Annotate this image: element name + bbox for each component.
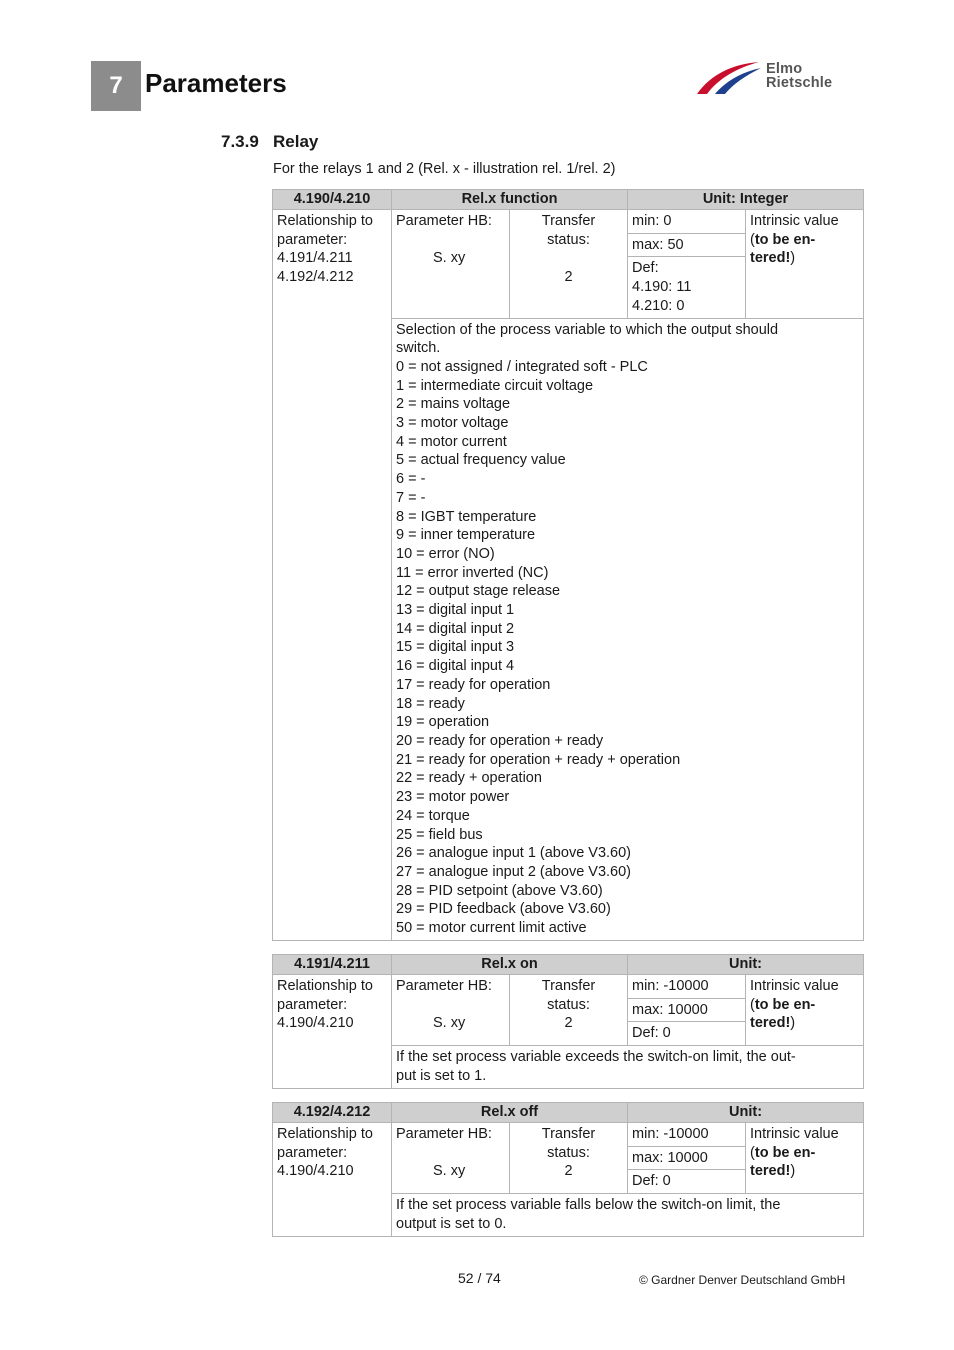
default-value-cell xyxy=(628,257,746,318)
description-line: switch. xyxy=(396,340,441,357)
description-line: 50 = motor current limit active xyxy=(396,920,587,937)
description-line: 29 = PID feedback (above V3.60) xyxy=(396,901,611,918)
description-cell xyxy=(392,1194,864,1236)
transfer-status-cell xyxy=(510,1123,628,1194)
description-line: 5 = actual frequency value xyxy=(396,452,566,469)
default-value-cell xyxy=(628,1022,746,1046)
section-intro: For the relays 1 and 2 (Rel. x - illustration rel. 1/rel. 2) xyxy=(273,161,616,177)
transfer-status-cell xyxy=(510,975,628,1046)
relationship-line: parameter: xyxy=(277,1144,348,1161)
description-line: 21 = ready for operation + ready + operation xyxy=(396,751,681,768)
parameter-hb-label: Parameter HB: xyxy=(396,213,492,229)
logo-line-1: Elmo xyxy=(766,61,803,77)
intrinsic-line xyxy=(750,1014,859,1033)
spacer xyxy=(396,231,505,250)
logo-line-2: Rietschle xyxy=(766,75,833,91)
intrinsic-line xyxy=(750,231,859,250)
default-value-line: 4.210: 0 xyxy=(632,297,685,314)
intrinsic-note: to be en- xyxy=(754,231,816,248)
parameter-hb-label: Parameter HB: xyxy=(396,1126,492,1142)
intrinsic-line xyxy=(750,249,859,268)
relationship-line: parameter: xyxy=(277,996,348,1013)
transfer-label: status: xyxy=(547,231,590,248)
parameter-hb-value: S. xy xyxy=(433,1015,466,1032)
description-line: If the set process variable exceeds the switch-on limit, the out- xyxy=(396,1049,796,1066)
description-line: Selection of the process variable to which the output should xyxy=(396,321,779,338)
description-line: 1 = intermediate circuit voltage xyxy=(396,377,594,394)
section-heading xyxy=(221,131,318,153)
description-line: put is set to 1. xyxy=(396,1067,487,1084)
description-line: output is set to 0. xyxy=(396,1215,507,1232)
parameter-hb-value: S. xy xyxy=(433,250,466,267)
chapter-number-badge: 7 xyxy=(91,61,141,111)
relationship-cell xyxy=(273,975,392,1089)
description-line: 25 = field bus xyxy=(396,826,483,843)
description-line: 3 = motor voltage xyxy=(396,415,509,432)
description-line: 23 = motor power xyxy=(396,789,510,806)
intrinsic-paren: ) xyxy=(790,1015,796,1032)
parameter-unit: Unit: Integer xyxy=(628,190,864,210)
description-line: 20 = ready for operation + ready xyxy=(396,732,604,749)
description-line: 12 = output stage release xyxy=(396,583,561,600)
transfer-label: Transfer xyxy=(541,1126,596,1142)
description-line: 16 = digital input 4 xyxy=(396,658,515,675)
description-line: 24 = torque xyxy=(396,807,470,824)
intrinsic-paren: ) xyxy=(790,250,796,267)
description-line: 27 = analogue input 2 (above V3.60) xyxy=(396,863,632,880)
relationship-line: 4.190/4.210 xyxy=(277,1163,354,1180)
copyright: © Gardner Denver Deutschland GmbH xyxy=(639,1273,846,1287)
relationship-cell xyxy=(273,1123,392,1237)
intrinsic-line xyxy=(750,996,859,1015)
logo-swoosh-icon xyxy=(693,60,765,100)
parameter-hb-cell xyxy=(392,1123,510,1194)
transfer-label: status: xyxy=(547,1144,590,1161)
intrinsic-value-cell xyxy=(746,1123,864,1194)
table-row xyxy=(273,975,864,999)
min-value-cell: min: -10000 xyxy=(628,975,746,999)
relationship-line: Relationship to xyxy=(277,1126,373,1142)
table-row xyxy=(273,1123,864,1147)
description-line: 11 = error inverted (NC) xyxy=(396,564,549,581)
description-line: 15 = digital input 3 xyxy=(396,639,515,656)
intrinsic-note: tered! xyxy=(750,250,791,267)
default-value-cell xyxy=(628,1170,746,1194)
intrinsic-label: Intrinsic value xyxy=(750,213,839,229)
section-number: 7.3.9 xyxy=(221,132,259,151)
description-line: 6 = - xyxy=(396,471,426,488)
transfer-label: Transfer xyxy=(541,978,596,994)
transfer-status-cell xyxy=(510,210,628,319)
table-row xyxy=(273,210,864,234)
page-number: 52 / 74 xyxy=(458,1270,501,1286)
transfer-value: 2 xyxy=(564,1015,573,1032)
company-logo xyxy=(693,60,863,100)
default-value-line: Def: 0 xyxy=(632,1173,671,1190)
relationship-line: parameter: xyxy=(277,231,348,248)
intrinsic-label: Intrinsic value xyxy=(750,1126,839,1142)
description-line: 18 = ready xyxy=(396,695,465,712)
intrinsic-note: to be en- xyxy=(754,996,816,1013)
intrinsic-paren: ) xyxy=(790,1163,796,1180)
description-line: 13 = digital input 1 xyxy=(396,602,515,619)
parameter-table xyxy=(272,1102,864,1237)
parameter-unit: Unit: xyxy=(628,955,864,975)
relationship-cell xyxy=(273,210,392,941)
parameter-unit: Unit: xyxy=(628,1103,864,1123)
transfer-label: status: xyxy=(547,996,590,1013)
relationship-line: Relationship to xyxy=(277,978,373,994)
relationship-line: 4.190/4.210 xyxy=(277,1015,354,1032)
default-value-line: 4.190: 11 xyxy=(632,279,692,296)
relationship-line: 4.191/4.211 xyxy=(277,250,353,267)
spacer xyxy=(396,1144,505,1163)
description-line: 19 = operation xyxy=(396,714,490,731)
parameter-hb-label: Parameter HB: xyxy=(396,978,492,994)
intrinsic-note: to be en- xyxy=(754,1144,816,1161)
description-line: 26 = analogue input 1 (above V3.60) xyxy=(396,845,632,862)
intrinsic-value-cell xyxy=(746,975,864,1046)
intrinsic-paren: ( xyxy=(750,231,755,248)
relationship-line: 4.192/4.212 xyxy=(277,269,354,286)
parameter-hb-cell xyxy=(392,975,510,1046)
parameter-hb-cell xyxy=(392,210,510,319)
transfer-label: Transfer xyxy=(541,213,596,229)
parameter-function: Rel.x off xyxy=(392,1103,628,1123)
intrinsic-line xyxy=(750,1144,859,1163)
min-value-cell: min: 0 xyxy=(628,210,746,234)
description-line: 9 = inner temperature xyxy=(396,527,536,544)
default-value-line: Def: 0 xyxy=(632,1025,671,1042)
parameter-function: Rel.x on xyxy=(392,955,628,975)
transfer-value: 2 xyxy=(564,269,573,286)
description-line: 22 = ready + operation xyxy=(396,770,542,787)
intrinsic-value-cell xyxy=(746,210,864,319)
description-line: 14 = digital input 2 xyxy=(396,620,515,637)
chapter-title: Parameters xyxy=(145,68,287,98)
max-value-cell: max: 10000 xyxy=(628,1146,746,1170)
parameter-id: 4.191/4.211 xyxy=(273,955,392,975)
description-line: 10 = error (NO) xyxy=(396,545,495,562)
description-line: 4 = motor current xyxy=(396,433,507,450)
relationship-line: Relationship to xyxy=(277,213,373,229)
description-line: If the set process variable falls below the switch-on limit, the xyxy=(396,1197,781,1214)
table-header-row xyxy=(273,1103,864,1123)
spacer xyxy=(514,249,623,268)
parameter-id: 4.192/4.212 xyxy=(273,1103,392,1123)
logo-text xyxy=(766,62,832,90)
table-header-row xyxy=(273,190,864,210)
description-cell xyxy=(392,318,864,940)
description-cell xyxy=(392,1046,864,1088)
min-value-cell: min: -10000 xyxy=(628,1123,746,1147)
transfer-value: 2 xyxy=(564,1163,573,1180)
description-line: 8 = IGBT temperature xyxy=(396,508,537,525)
intrinsic-label: Intrinsic value xyxy=(750,978,839,994)
description-line: 7 = - xyxy=(396,489,426,506)
table-header-row xyxy=(273,955,864,975)
intrinsic-note: tered! xyxy=(750,1163,791,1180)
parameter-table xyxy=(272,189,864,941)
intrinsic-paren: ( xyxy=(750,996,755,1013)
max-value-cell: max: 50 xyxy=(628,233,746,257)
parameter-table xyxy=(272,954,864,1089)
spacer xyxy=(396,996,505,1015)
parameter-id: 4.190/4.210 xyxy=(273,190,392,210)
default-value-line: Def: xyxy=(632,260,659,277)
description-line: 17 = ready for operation xyxy=(396,676,551,693)
description-line: 0 = not assigned / integrated soft - PLC xyxy=(396,358,648,375)
parameter-function: Rel.x function xyxy=(392,190,628,210)
intrinsic-line xyxy=(750,1162,859,1181)
section-title: Relay xyxy=(273,132,319,151)
intrinsic-paren: ( xyxy=(750,1144,755,1161)
intrinsic-note: tered! xyxy=(750,1015,791,1032)
parameter-hb-value: S. xy xyxy=(433,1163,466,1180)
description-line: 28 = PID setpoint (above V3.60) xyxy=(396,882,603,899)
max-value-cell: max: 10000 xyxy=(628,998,746,1022)
description-line: 2 = mains voltage xyxy=(396,396,511,413)
